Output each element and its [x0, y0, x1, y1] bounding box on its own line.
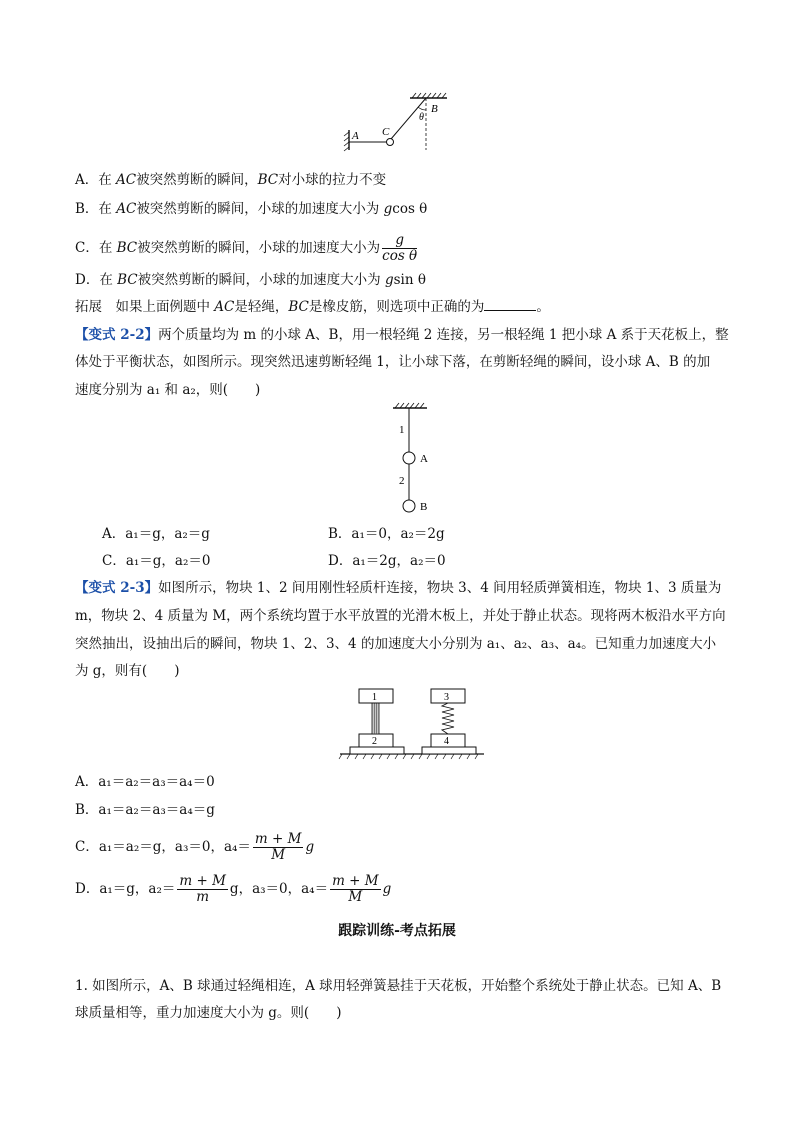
- label-block-1: 1: [372, 692, 377, 703]
- option-a: A．在 AC被突然剪断的瞬间，BC对小球的拉力不变: [75, 172, 387, 188]
- variant-2-2-option-b: B．a₁＝0，a₂＝2g: [328, 526, 445, 542]
- section-title: 跟踪训练-考点拓展: [338, 923, 456, 939]
- option-c: C．在 BC被突然剪断的瞬间，小球的加速度大小为 $\frac{g}{\text{cos θ}}$: [75, 232, 418, 264]
- answer-blank[interactable]: [484, 298, 536, 311]
- variant-2-2-line3: 速度分别为 a₁ 和 a₂，则( ): [75, 382, 261, 398]
- variant-2-2-line2: 体处于平衡状态，如图所示。现突然迅速剪断轻绳 1，让小球下落，在剪断轻绳的瞬间，设小球 A、B 的加: [75, 354, 711, 370]
- practice-1-line1: 1. 如图所示，A、B 球通过轻绳相连，A 球用轻弹簧悬挂于天花板，开始整个系统处于静止状态。已知 A、B: [75, 978, 722, 994]
- variant-2-2-option-c: C．a₁＝g，a₂＝0: [102, 553, 211, 569]
- label-block-3: 3: [444, 692, 449, 703]
- figure-two-balls-hanging: [385, 402, 445, 520]
- figure-rope-wall-ceiling: [335, 92, 460, 152]
- label-B: B: [431, 103, 438, 115]
- variant-2-3-line1: 【变式 2-3】如图所示，物块 1、2 间用刚性轻质杆连接，物块 3、4 间用轻质弹簧相连，物块 1、3 质量为: [75, 580, 722, 596]
- label-A: A: [352, 130, 359, 142]
- option-b: B．在 AC被突然剪断的瞬间，小球的加速度大小为 gcos θ: [75, 201, 428, 217]
- label-block-2: 2: [372, 736, 377, 747]
- variant-2-2-line1: 【变式 2-2】两个质量均为 m 的小球 A、B，用一根轻绳 2 连接，另一根轻绳 1 把小球 A 系于天花板上，整: [75, 327, 729, 343]
- variant-2-3-option-b: B．a₁＝a₂＝a₃＝a₄＝g: [75, 802, 215, 818]
- figure-rod-and-spring-blocks: [338, 684, 488, 762]
- variant-2-3-line3: 突然抽出，设抽出后的瞬间，物块 1、2、3、4 的加速度大小分别为 a₁、a₂、a₃、a₄。已知重力加速度大小: [75, 636, 717, 652]
- label-ball-A: A: [420, 453, 428, 465]
- variant-2-3-option-c: C．a₁＝a₂＝g，a₃＝0，a₄＝ $\frac{m + M}{M}$ g: [75, 831, 315, 863]
- option-d: D．在 BC被突然剪断的瞬间，小球的加速度大小为 gsin θ: [75, 272, 426, 288]
- label-ball-B: B: [420, 501, 428, 513]
- practice-1-line2: 球质量相等，重力加速度大小为 g。则( ): [75, 1005, 342, 1021]
- variant-2-2-option-a: A．a₁＝g，a₂＝g: [102, 526, 210, 542]
- variant-2-3-option-a: A．a₁＝a₂＝a₃＝a₄＝0: [75, 774, 215, 790]
- label-theta: θ: [419, 112, 424, 123]
- variant-2-2-option-d: D．a₁＝2g，a₂＝0: [328, 553, 446, 569]
- label-C: C: [382, 126, 390, 138]
- variant-2-3-line2: m，物块 2、4 质量为 M，两个系统均置于水平放置的光滑木板上，并处于静止状态。现将两木板沿水平方向: [75, 608, 726, 624]
- label-rope-1: 1: [399, 424, 405, 436]
- label-rope-2: 2: [399, 475, 405, 487]
- extension-question: 拓展 如果上面例题中 AC是轻绳，BC是橡皮筋，则选项中正确的为 。: [75, 299, 550, 315]
- variant-2-3-line4: 为 g，则有( ): [75, 663, 180, 679]
- variant-2-3-option-d: D．a₁＝g，a₂＝ $\frac{m + M}{m}$ g，a₃＝0，a₄＝ $\frac{m + M}{M}$ g: [75, 873, 392, 905]
- label-block-4: 4: [444, 736, 449, 747]
